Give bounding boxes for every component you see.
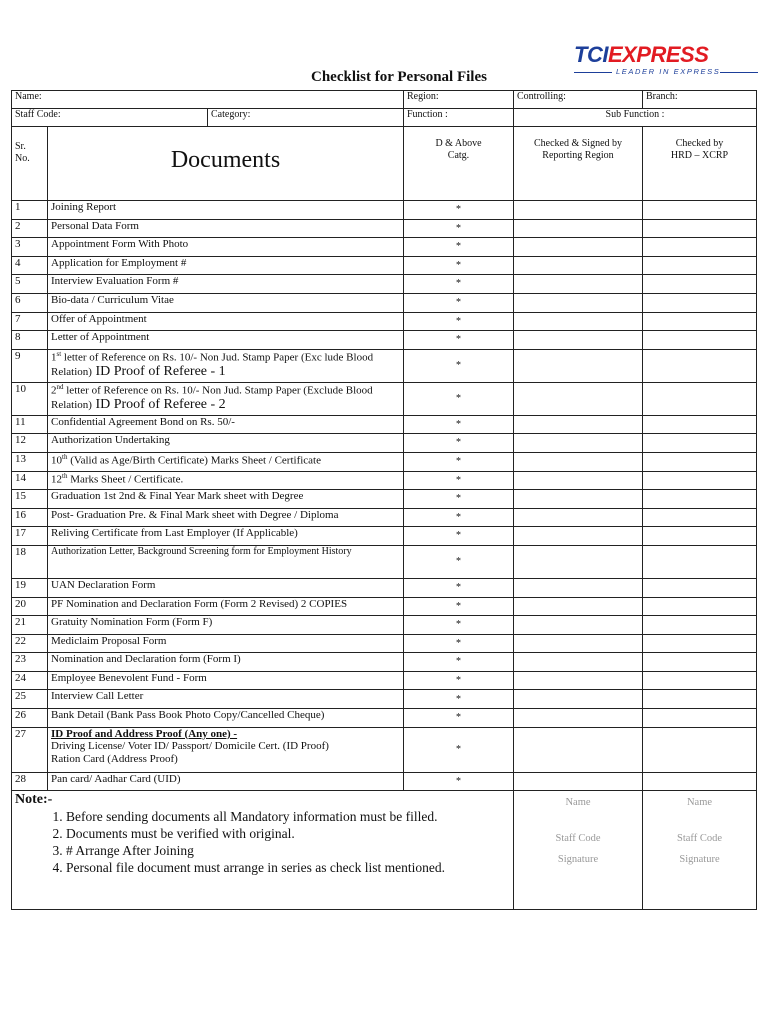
checked-hrd-cell[interactable] xyxy=(643,434,757,453)
table-row xyxy=(12,671,757,690)
column-header-row xyxy=(12,127,757,201)
table-row xyxy=(12,616,757,635)
checked-region-cell[interactable] xyxy=(514,508,643,527)
checked-hrd-cell[interactable] xyxy=(643,527,757,546)
sr-no: 8 xyxy=(12,331,48,350)
checked-region-cell[interactable] xyxy=(514,452,643,471)
mandatory-mark: * xyxy=(404,772,514,791)
staff-code-field[interactable]: Staff Code: xyxy=(12,109,208,127)
mandatory-mark: * xyxy=(404,331,514,350)
checked-region-cell[interactable] xyxy=(514,545,643,578)
document-name: PF Nomination and Declaration Form (Form 2 Revised) 2 COPIES xyxy=(48,597,404,616)
checked-region-cell[interactable] xyxy=(514,331,643,350)
sr-no: 15 xyxy=(12,490,48,509)
checked-hrd-cell[interactable] xyxy=(643,772,757,791)
table-row xyxy=(12,690,757,709)
checked-hrd-cell[interactable] xyxy=(643,256,757,275)
document-name: UAN Declaration Form xyxy=(48,578,404,597)
table-row xyxy=(12,653,757,672)
checked-region-cell[interactable] xyxy=(514,597,643,616)
checked-region-header: Checked & Signed by Reporting Region xyxy=(514,127,643,201)
logo-tagline: LEADER IN EXPRESS xyxy=(616,67,721,76)
header-row-1 xyxy=(12,91,757,109)
checked-hrd-cell[interactable] xyxy=(643,238,757,257)
sr-no: 21 xyxy=(12,616,48,635)
checked-region-cell[interactable] xyxy=(514,434,643,453)
checked-hrd-cell[interactable] xyxy=(643,415,757,434)
sr-no: 27 xyxy=(12,727,48,772)
sr-no: 6 xyxy=(12,293,48,312)
checklist-table xyxy=(11,90,757,910)
branch-field[interactable]: Branch: xyxy=(643,91,757,109)
table-row xyxy=(12,545,757,578)
table-row xyxy=(12,578,757,597)
referee-id-proof: ID Proof of Referee - 2 xyxy=(91,397,226,413)
sr-no: 28 xyxy=(12,772,48,791)
table-row xyxy=(12,331,757,350)
table-row xyxy=(12,597,757,616)
controlling-field[interactable]: Controlling: xyxy=(514,91,643,109)
mandatory-mark: * xyxy=(404,671,514,690)
region-signature-label: Signature xyxy=(557,854,599,866)
mandatory-mark: * xyxy=(404,578,514,597)
checked-hrd-cell[interactable] xyxy=(643,634,757,653)
note-item: 1. Before sending documents all Mandatory information must be filled. xyxy=(66,808,510,825)
sr-no: 10 xyxy=(12,382,48,415)
checked-hrd-cell[interactable] xyxy=(643,578,757,597)
document-name: 1st letter of Reference on Rs. 10/- Non Jud. Stamp Paper (Exc lude Blood Relation) ID Proof of Referee - 1 xyxy=(48,349,404,382)
documents-header: Documents xyxy=(48,127,404,201)
checked-region-cell[interactable] xyxy=(514,238,643,257)
checked-hrd-cell[interactable] xyxy=(643,275,757,294)
mandatory-mark: * xyxy=(404,382,514,415)
checked-region-cell[interactable] xyxy=(514,275,643,294)
table-row xyxy=(12,490,757,509)
note-item: 3. # Arrange After Joining xyxy=(66,842,510,859)
table-row xyxy=(12,293,757,312)
document-name: 10th (Valid as Age/Birth Certificate) Marks Sheet / Certificate xyxy=(48,452,404,471)
checked-region-cell[interactable] xyxy=(514,382,643,415)
category-field[interactable]: Category: xyxy=(208,109,404,127)
sr-no: 20 xyxy=(12,597,48,616)
mandatory-mark: * xyxy=(404,256,514,275)
table-row xyxy=(12,471,757,490)
mandatory-mark: * xyxy=(404,349,514,382)
table-row xyxy=(12,709,757,728)
mandatory-mark: * xyxy=(404,616,514,635)
checked-hrd-cell[interactable] xyxy=(643,490,757,509)
referee-id-proof: ID Proof of Referee - 1 xyxy=(91,364,226,380)
checked-hrd-cell[interactable] xyxy=(643,219,757,238)
document-name: Pan card/ Aadhar Card (UID) xyxy=(48,772,404,791)
page-title: Checklist for Personal Files xyxy=(311,69,487,85)
table-row xyxy=(12,527,757,546)
checked-region-cell[interactable] xyxy=(514,616,643,635)
checked-region-cell[interactable] xyxy=(514,256,643,275)
table-row xyxy=(12,508,757,527)
table-row xyxy=(12,452,757,471)
table-row xyxy=(12,772,757,791)
table-row xyxy=(12,349,757,382)
document-name: Interview Evaluation Form # xyxy=(48,275,404,294)
checked-region-cell[interactable] xyxy=(514,201,643,220)
note-item: 4. Personal file document must arrange in series as check list mentioned. xyxy=(66,859,510,876)
checked-hrd-header: Checked by HRD – XCRP xyxy=(643,127,757,201)
sr-no: 2 xyxy=(12,219,48,238)
document-name: 2nd letter of Reference on Rs. 10/- Non Jud. Stamp Paper (Exclude Blood Relation) ID Proof of Referee - 2 xyxy=(48,382,404,415)
table-row xyxy=(12,219,757,238)
checked-region-cell[interactable] xyxy=(514,490,643,509)
checked-hrd-cell[interactable] xyxy=(643,690,757,709)
mandatory-mark: * xyxy=(404,415,514,434)
mandatory-mark: * xyxy=(404,527,514,546)
mandatory-mark: * xyxy=(404,471,514,490)
hrd-signature-label: Signature xyxy=(679,854,720,866)
mandatory-mark: * xyxy=(404,508,514,527)
checked-region-cell[interactable] xyxy=(514,471,643,490)
document-name: Appointment Form With Photo xyxy=(48,238,404,257)
checked-region-cell[interactable] xyxy=(514,527,643,546)
table-row xyxy=(12,312,757,331)
sr-no: 19 xyxy=(12,578,48,597)
mandatory-mark: * xyxy=(404,293,514,312)
table-row xyxy=(12,275,757,294)
region-field[interactable]: Region: xyxy=(404,91,514,109)
region-staff-code-label: Staff Code xyxy=(555,833,601,845)
checked-region-cell[interactable] xyxy=(514,772,643,791)
mandatory-mark: * xyxy=(404,634,514,653)
sr-no: 24 xyxy=(12,671,48,690)
sr-no: 7 xyxy=(12,312,48,331)
document-name: Gratuity Nomination Form (Form F) xyxy=(48,616,404,635)
checked-hrd-cell[interactable] xyxy=(643,312,757,331)
mandatory-mark: * xyxy=(404,709,514,728)
document-name: Confidential Agreement Bond on Rs. 50/- xyxy=(48,415,404,434)
sr-no: 4 xyxy=(12,256,48,275)
hrd-signoff xyxy=(643,791,757,910)
mandatory-mark: * xyxy=(404,727,514,772)
sr-no: 12 xyxy=(12,434,48,453)
document-name: Personal Data Form xyxy=(48,219,404,238)
document-name: Employee Benevolent Fund - Form xyxy=(48,671,404,690)
document-name: Joining Report xyxy=(48,201,404,220)
mandatory-mark: * xyxy=(404,312,514,331)
sr-no-header: Sr. No. xyxy=(12,127,48,201)
table-row xyxy=(12,415,757,434)
note-section xyxy=(12,791,514,910)
table-row xyxy=(12,256,757,275)
mandatory-mark: * xyxy=(404,690,514,709)
document-name: Bank Detail (Bank Pass Book Photo Copy/Cancelled Cheque) xyxy=(48,709,404,728)
document-name: 12th Marks Sheet / Certificate. xyxy=(48,471,404,490)
note-item: 2. Documents must be verified with original. xyxy=(66,825,510,842)
checked-region-cell[interactable] xyxy=(514,349,643,382)
document-title: ID Proof and Address Proof (Any one) - xyxy=(51,727,238,740)
document-name: Authorization Letter, Background Screening form for Employment History xyxy=(48,545,404,578)
sr-no: 17 xyxy=(12,527,48,546)
region-name-label: Name xyxy=(565,797,591,809)
sr-no: 18 xyxy=(12,545,48,578)
mandatory-mark: * xyxy=(404,201,514,220)
checked-hrd-cell[interactable] xyxy=(643,349,757,382)
document-name: Letter of Appointment xyxy=(48,331,404,350)
document-name: Offer of Appointment xyxy=(48,312,404,331)
logo-wordmark: TCIEXPRESS xyxy=(574,42,709,67)
checked-region-cell[interactable] xyxy=(514,709,643,728)
name-field[interactable]: Name: xyxy=(12,91,404,109)
sub-function-field[interactable]: Sub Function : xyxy=(514,109,757,127)
checked-region-cell[interactable] xyxy=(514,634,643,653)
checked-region-cell[interactable] xyxy=(514,293,643,312)
document-line: Driving License/ Voter ID/ Passport/ Domicile Cert. (ID Proof) xyxy=(51,740,329,753)
sr-no: 16 xyxy=(12,508,48,527)
mandatory-mark: * xyxy=(404,434,514,453)
sr-no: 14 xyxy=(12,471,48,490)
document-name: Graduation 1st 2nd & Final Year Mark sheet with Degree xyxy=(48,490,404,509)
document-name xyxy=(48,727,404,772)
note-title: Note:- xyxy=(15,792,53,808)
sr-no: 9 xyxy=(12,349,48,382)
sr-no: 13 xyxy=(12,452,48,471)
mandatory-mark: * xyxy=(404,545,514,578)
hrd-name-label: Name xyxy=(686,797,713,809)
mandatory-mark: * xyxy=(404,238,514,257)
mandatory-mark: * xyxy=(404,653,514,672)
table-row xyxy=(12,634,757,653)
table-row xyxy=(12,727,757,772)
document-name: Authorization Undertaking xyxy=(48,434,404,453)
checked-hrd-cell[interactable] xyxy=(643,653,757,672)
note-list xyxy=(15,808,510,876)
checked-hrd-cell[interactable] xyxy=(643,382,757,415)
tci-express-logo xyxy=(574,42,758,80)
checked-hrd-cell[interactable] xyxy=(643,331,757,350)
document-line: Ration Card (Address Proof) xyxy=(51,752,178,765)
checked-region-cell[interactable] xyxy=(514,415,643,434)
document-name: Nomination and Declaration form (Form I) xyxy=(48,653,404,672)
checked-region-cell[interactable] xyxy=(514,219,643,238)
sr-no: 22 xyxy=(12,634,48,653)
mandatory-mark: * xyxy=(404,452,514,471)
document-name: Reliving Certificate from Last Employer (If Applicable) xyxy=(48,527,404,546)
function-field[interactable]: Function : xyxy=(404,109,514,127)
note-row xyxy=(12,791,757,910)
document-name: Bio-data / Curriculum Vitae xyxy=(48,293,404,312)
checked-hrd-cell[interactable] xyxy=(643,201,757,220)
sr-no: 26 xyxy=(12,709,48,728)
sr-no: 3 xyxy=(12,238,48,257)
checked-region-cell[interactable] xyxy=(514,578,643,597)
checked-hrd-cell[interactable] xyxy=(643,616,757,635)
catg-header: D & Above Catg. xyxy=(404,127,514,201)
header-row-2 xyxy=(12,109,757,127)
table-row xyxy=(12,201,757,220)
checked-hrd-cell[interactable] xyxy=(643,508,757,527)
table-row xyxy=(12,434,757,453)
document-name: Mediclaim Proposal Form xyxy=(48,634,404,653)
checked-hrd-cell[interactable] xyxy=(643,671,757,690)
checked-hrd-cell[interactable] xyxy=(643,471,757,490)
checked-region-cell[interactable] xyxy=(514,653,643,672)
table-row xyxy=(12,238,757,257)
mandatory-mark: * xyxy=(404,275,514,294)
region-signoff xyxy=(514,791,643,910)
document-name: Post- Graduation Pre. & Final Mark sheet with Degree / Diploma xyxy=(48,508,404,527)
table-row xyxy=(12,382,757,415)
hrd-staff-code-label: Staff Code xyxy=(676,833,722,845)
checked-region-cell[interactable] xyxy=(514,671,643,690)
checked-hrd-cell[interactable] xyxy=(643,293,757,312)
logo-rule-left xyxy=(574,72,612,73)
checked-region-cell[interactable] xyxy=(514,727,643,772)
checked-region-cell[interactable] xyxy=(514,690,643,709)
sr-no: 11 xyxy=(12,415,48,434)
document-name: Interview Call Letter xyxy=(48,690,404,709)
sr-no: 23 xyxy=(12,653,48,672)
checked-hrd-cell[interactable] xyxy=(643,597,757,616)
document-name: Application for Employment # xyxy=(48,256,404,275)
sr-no: 25 xyxy=(12,690,48,709)
checked-hrd-cell[interactable] xyxy=(643,727,757,772)
checked-region-cell[interactable] xyxy=(514,312,643,331)
sr-no: 5 xyxy=(12,275,48,294)
mandatory-mark: * xyxy=(404,219,514,238)
mandatory-mark: * xyxy=(404,490,514,509)
checked-hrd-cell[interactable] xyxy=(643,452,757,471)
checked-hrd-cell[interactable] xyxy=(643,709,757,728)
logo-rule-right xyxy=(720,72,758,73)
checked-hrd-cell[interactable] xyxy=(643,545,757,578)
mandatory-mark: * xyxy=(404,597,514,616)
sr-no: 1 xyxy=(12,201,48,220)
